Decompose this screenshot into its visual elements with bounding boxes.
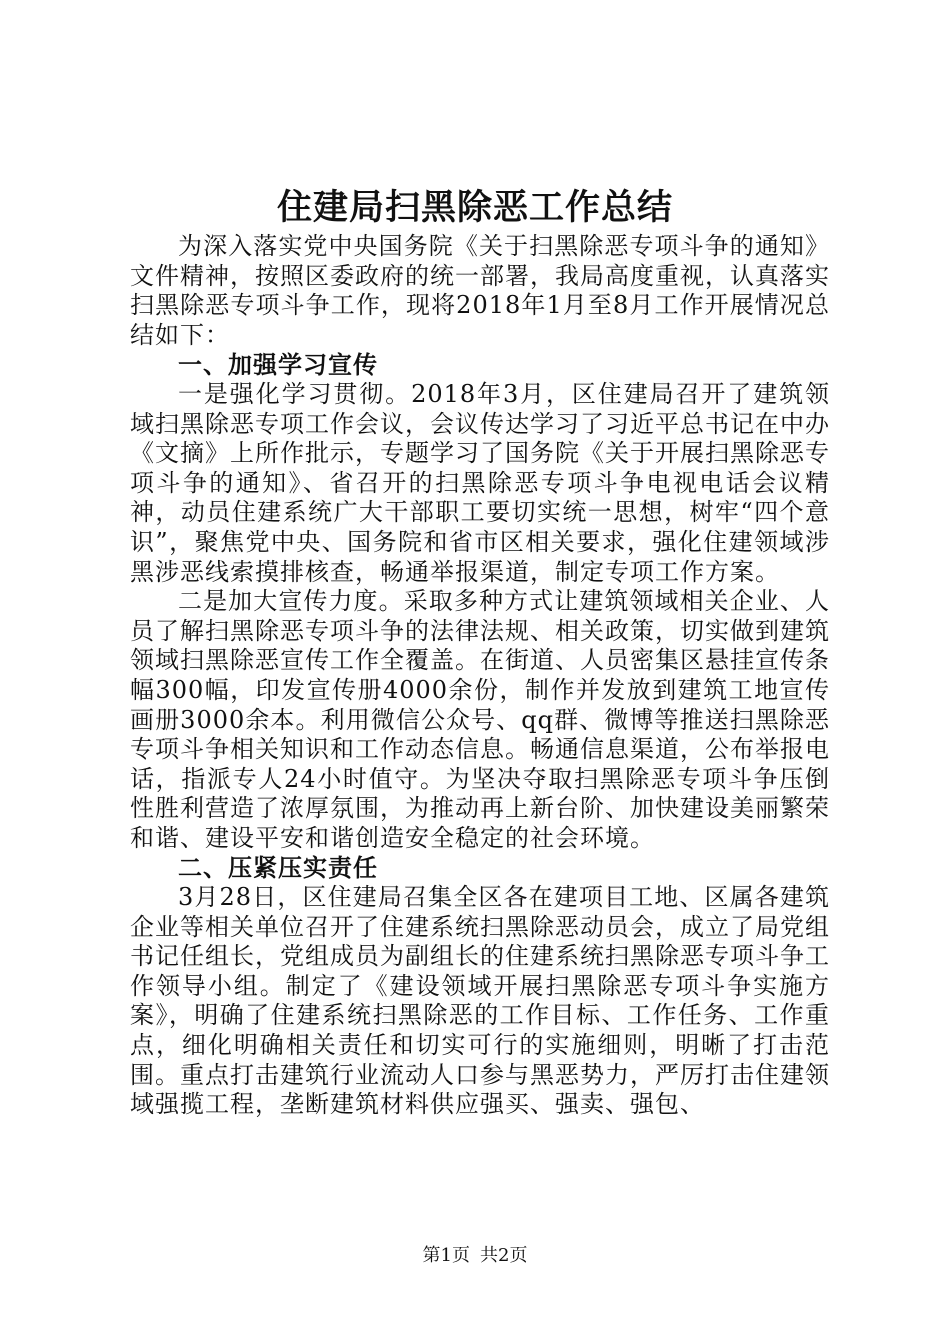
document-title: 住建局扫黑除恶工作总结 — [276, 187, 673, 228]
page-footer — [0, 1244, 950, 1268]
section-1-paragraph-2: 二是加大宣传力度。采取多种方式让建筑领域相关企业、人员了解扫黑除恶专项斗争的法律法规、相关政策，切实做到建筑领域扫黑除恶宣传工作全覆盖。在街道、人员密集区悬挂宣传条幅300幅，印发宣传册4000余份，制作并发放到建筑工地宣传画册3000余本。利用微信公众号、qq群、微博等推送扫黑除恶专项斗争相关知识和工作动态信息。畅通信息渠道，公布举报电话，指派专人24小时值守。为坚决夺取扫黑除恶专项斗争压倒性胜利营造了浓厚氛围，为推动再上新台阶、加快建设美丽繁荣和谐、建设平安和谐创造安全稳定的社会环境。 — [130, 587, 830, 852]
document-body — [130, 232, 830, 1120]
section-1-paragraph-1: 一是强化学习贯彻。2018年3月，区住建局召开了建筑领域扫黑除恶专项工作会议，会议传达学习了习近平总书记在中办《文摘》上所作批示，专题学习了国务院《关于开展扫黑除恶专项斗争的通知》、省召开的扫黑除恶专项斗争电视电话会议精神，动员住建系统广大干部职工要切实统一思想，树牢“四个意识”，聚焦党中央、国务院和省市区相关要求，强化住建领域涉黑涉恶线索摸排核查，畅通举报渠道，制定专项工作方案。 — [130, 379, 830, 586]
section-heading-2: 二、压紧压实责任 — [178, 853, 378, 883]
intro-paragraph: 为深入落实党中央国务院《关于扫黑除恶专项斗争的通知》文件精神，按照区委政府的统一部署，我局高度重视，认真落实扫黑除恶专项斗争工作，现将2018年1月至8月工作开展情况总结如下： — [130, 232, 830, 349]
section-heading-1: 一、加强学习宣传 — [178, 350, 378, 380]
page-total: 共2页 — [480, 1245, 528, 1266]
section-2-paragraph-1: 3月28日，区住建局召集全区各在建项目工地、区属各建筑企业等相关单位召开了住建系统扫黑除恶动员会，成立了局党组书记任组长，党组成员为副组长的住建系统扫黑除恶专项斗争工作领导小组。制定了《建设领域开展扫黑除恶专项斗争实施方案》，明确了住建系统扫黑除恶的工作目标、工作任务、工作重点，细化明确相关责任和切实可行的实施细则，明晰了打击范围。重点打击建筑行业流动人口参与黑恶势力，严厉打击住建领域强揽工程，垄断建筑材料供应强买、强卖、强包、 — [130, 883, 830, 1119]
page-number: 第1页 — [422, 1245, 470, 1266]
